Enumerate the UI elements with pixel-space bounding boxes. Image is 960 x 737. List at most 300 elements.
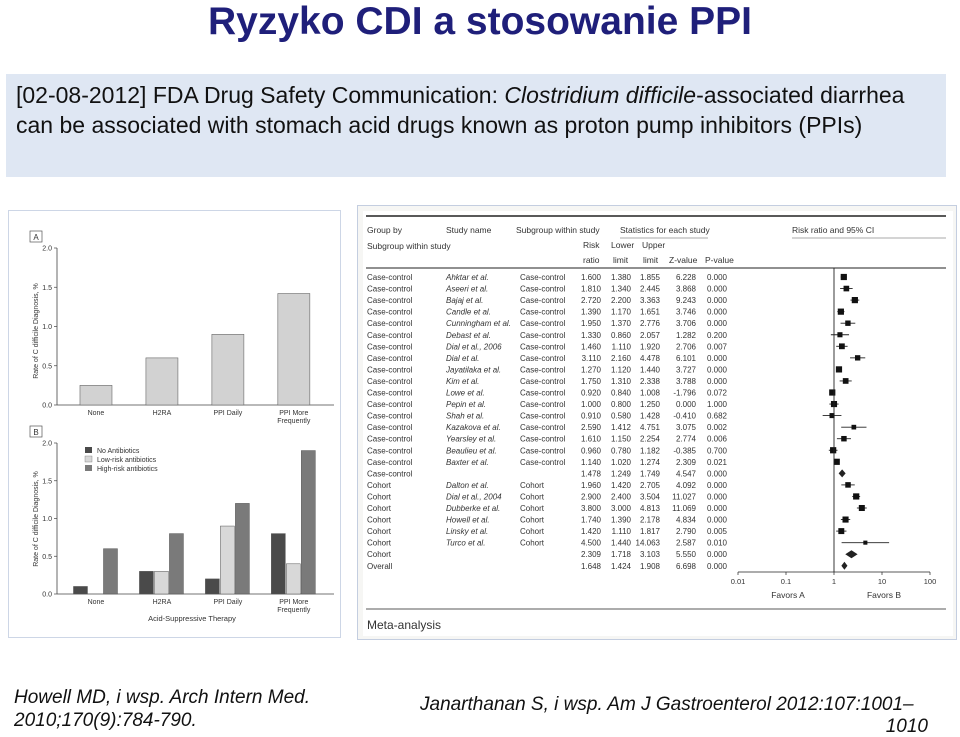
forest-p: 0.007 [706,342,727,352]
fda-notice-text [16,80,936,140]
panel-a-ylabel: Rate of C difficile Diagnosis, % [33,283,40,379]
forest-group: Overall [367,561,393,571]
forest-lo: 3.000 [610,504,631,513]
forest-subgroup: Case-control [520,296,566,306]
forest-subgroup: Case-control [520,411,566,421]
forest-footer: Meta-analysis [367,618,442,632]
forest-point [845,482,851,488]
forest-point [845,321,850,326]
forest-subgroup: Cohort [520,527,545,537]
panel-b-category-label: PPI Daily [213,599,243,606]
forest-tick-label: 0.1 [780,577,792,586]
forest-lo: 1.150 [610,434,631,444]
forest-group: Case-control [367,284,413,294]
forest-lo: 1.718 [610,550,631,560]
forest-favors-b: Favors B [866,590,902,600]
forest-favors-a: Favors A [771,590,805,600]
legend-no-abx: No Antibiotics [97,448,140,455]
forest-plot-figure [357,205,957,640]
forest-rr: 1.420 [580,527,601,537]
forest-subgroup: Cohort [520,480,545,490]
forest-z: 6.101 [675,353,696,363]
legend-swatch-no-abx [85,447,92,453]
forest-hi: 1.908 [639,561,660,571]
forest-hi: 2.338 [639,376,660,386]
forest-study: Baxter et al. [446,457,489,467]
forest-study: Shah et al. [446,411,485,421]
forest-point [834,459,840,465]
forest-hi: 3.103 [639,550,660,560]
forest-lo: 1.390 [610,515,631,525]
forest-study: Dubberke et al. [446,504,501,513]
forest-tick-label: 0.01 [730,577,746,586]
bar-chart-figure [8,210,341,638]
forest-p: 0.000 [706,469,727,479]
forest-p: 0.000 [706,284,727,294]
forest-rr: 1.960 [580,480,601,490]
panel-b-ytick-label: 0.0 [42,591,52,599]
forest-rr: 2.309 [580,550,601,560]
forest-study: Linsky et al. [446,527,489,537]
forest-p: 0.682 [706,411,727,421]
forest-subgroup: Case-control [520,284,566,294]
forest-z: 3.706 [675,319,696,329]
forest-rr: 1.610 [580,434,601,444]
citation-right [420,694,928,737]
forest-hi: 2.254 [639,434,660,444]
panel-a-ytick-label: 2.0 [42,245,52,253]
forest-p: 0.200 [706,330,727,340]
forest-z: 11.069 [672,504,696,513]
panel-a-category-label: PPI Daily [213,410,243,417]
panel-a-bar [80,385,112,405]
forest-p: 0.072 [706,388,727,398]
forest-group: Case-control [367,434,413,444]
forest-rr: 2.720 [580,296,601,306]
forest-rr: 1.270 [580,365,601,375]
forest-group: Case-control [367,353,413,363]
panel-b-bar [73,586,87,594]
forest-lo: 1.420 [610,480,631,490]
forest-group: Case-control [367,307,413,317]
forest-group: Cohort [367,492,392,502]
forest-hi: 1.428 [639,411,660,421]
forest-lo: 1.440 [610,538,631,548]
panel-a-category-label: Frequently [277,418,311,425]
hdr-pvalue: P-value [705,255,734,265]
forest-subgroup: Case-control [520,365,566,375]
forest-study: Beaulieu et al. [446,446,497,456]
hdr-lower: Lower [611,240,635,250]
slide-title: Ryzyko CDI a stosowanie PPI [207,0,752,43]
forest-rr: 1.750 [580,376,601,386]
forest-rr: 1.950 [580,319,601,329]
forest-tick-label: 100 [923,577,937,586]
forest-lo: 2.160 [610,353,631,363]
forest-point [851,425,856,430]
forest-p: 1.000 [706,400,727,410]
forest-subgroup: Case-control [520,273,566,282]
forest-group: Case-control [367,388,413,398]
forest-subgroup: Cohort [520,504,545,513]
forest-z: 2.790 [675,527,696,537]
forest-hi: 1.651 [639,307,660,317]
forest-point [859,505,865,511]
forest-study: Lowe et al. [446,388,485,398]
forest-hi: 1.440 [639,365,660,375]
fda-notice-rest: -associated diarrhea can be associated with stomach acid drugs known as proton pump inhibitors (PPIs) [16,82,905,138]
panel-a-ytick-label: 1.0 [42,324,52,331]
forest-point [853,493,859,499]
forest-study: Cunningham et al. [446,319,511,329]
forest-study: Turco et al. [446,538,486,548]
forest-point [841,436,846,441]
forest-subgroup: Case-control [520,446,566,456]
forest-p: 0.000 [706,480,727,490]
forest-p: 0.000 [706,353,727,363]
panel-a-category-label: None [87,410,105,417]
forest-group: Case-control [367,273,413,282]
panel-b-category-label: None [87,599,105,606]
forest-lo: 1.380 [610,273,631,282]
forest-z: 11.027 [672,492,696,502]
forest-rr: 1.460 [580,342,601,352]
forest-z: 2.774 [675,434,696,444]
forest-study: Kim et al. [446,376,480,386]
forest-rr: 0.920 [580,388,601,398]
forest-point [844,286,850,292]
forest-hi: 2.178 [639,515,660,525]
forest-z: -1.796 [673,388,696,398]
forest-hi: 1.817 [639,527,660,537]
forest-group: Cohort [367,550,392,560]
hdr-risk: Risk [583,240,600,250]
forest-p: 0.010 [706,538,727,548]
forest-p: 0.000 [706,504,727,513]
hdr-ratio: ratio [583,255,600,265]
citation-right-main: Janarthanan S, i wsp. Am J Gastroenterol 2012:107:1001– [420,694,914,715]
forest-lo: 2.400 [610,492,631,502]
forest-p: 0.021 [706,457,727,467]
panel-b-bar [103,549,117,594]
forest-hi: 3.363 [639,296,660,306]
forest-z: 9.243 [675,296,696,306]
forest-point [839,343,845,349]
forest-study: Debast et al. [446,330,491,340]
forest-hi: 14.063 [635,538,660,548]
hdr-risk-ratio-ci: Risk ratio and 95% CI [792,225,875,235]
panel-a-bar [212,334,244,405]
forest-study: Yearsley et al. [446,434,497,444]
forest-p: 0.000 [706,376,727,386]
forest-lo: 1.020 [610,457,631,467]
forest-subgroup: Case-control [520,319,566,329]
forest-p: 0.000 [706,365,727,375]
legend-swatch-low-abx [85,456,92,462]
hdr-zvalue: Z-value [669,255,698,265]
forest-rr: 1.600 [580,273,601,282]
forest-p: 0.000 [706,515,727,525]
forest-study: Howell et al. [446,515,490,525]
forest-z: 1.282 [675,330,696,340]
forest-subgroup: Case-control [520,353,566,363]
forest-lo: 1.249 [610,469,631,479]
forest-subgroup: Case-control [520,423,566,433]
forest-study: Bajaj et al. [446,296,484,306]
forest-p: 0.000 [706,319,727,329]
forest-group: Cohort [367,538,392,548]
hdr-limit-hi: limit [643,255,659,265]
citation-left: Howell MD, i wsp. Arch Intern Med. 2010;170(9):784-790. [14,687,310,731]
forest-point [838,528,844,534]
forest-group: Case-control [367,446,413,456]
hdr-study-name: Study name [446,225,492,235]
forest-hi: 4.478 [639,353,660,363]
panel-b-category-label: H2RA [152,599,172,606]
forest-subgroup: Case-control [520,388,566,398]
forest-subgroup: Cohort [520,492,545,502]
forest-z: 4.547 [675,469,696,479]
forest-subgroup: Case-control [520,400,566,410]
forest-point [830,447,836,453]
forest-subgroup: Case-control [520,376,566,386]
forest-rr: 2.900 [580,492,601,502]
forest-hi: 1.855 [639,273,660,282]
forest-point [836,366,842,372]
forest-point [838,309,844,315]
forest-study: Dial et al., 2006 [446,342,502,352]
forest-hi: 4.813 [639,504,660,513]
hdr-limit-lo: limit [613,255,629,265]
forest-lo: 2.200 [610,296,631,306]
panel-b-ytick-label: 0.5 [42,553,52,561]
forest-lo: 0.780 [610,446,631,456]
legend-high-abx: High-risk antibiotics [97,466,158,473]
panel-a-ytick-label: 0.5 [42,363,52,371]
forest-z: 0.000 [675,400,696,410]
forest-group: Case-control [367,319,413,329]
forest-hi: 2.445 [639,284,660,294]
forest-lo: 0.580 [610,411,631,421]
hdr-group-by: Group by [367,225,402,235]
forest-z: 4.834 [675,515,696,525]
forest-hi: 1.274 [639,457,660,467]
forest-rr: 2.590 [580,423,601,433]
forest-group: Case-control [367,365,413,375]
forest-group: Case-control [367,296,413,306]
panel-b-category-label: Frequently [277,607,311,614]
forest-z: -0.410 [673,411,696,421]
panel-b-legend [85,447,158,473]
fda-notice-prefix: [02-08-2012] FDA Drug Safety Communication: [16,82,505,108]
panel-b-label: B [33,428,39,437]
forest-study: Dial et al. [446,353,480,363]
forest-lo: 0.860 [610,330,631,340]
forest-rr: 1.000 [580,400,601,410]
hdr-statistics: Statistics for each study [620,225,710,235]
panel-b-ylabel: Rate of C difficile Diagnosis, % [33,471,40,567]
panel-a-ytick-label: 1.5 [42,284,52,292]
forest-hi: 4.751 [639,423,660,433]
forest-rr: 1.740 [580,515,601,525]
forest-lo: 1.110 [611,527,631,537]
panel-b-bar [286,564,300,594]
panel-a-label: A [33,233,39,242]
forest-p: 0.700 [706,446,727,456]
forest-lo: 1.120 [610,365,631,375]
citation-right-end: 1010 [885,716,928,737]
forest-lo: 1.340 [610,284,631,294]
panel-b-ytick-label: 1.0 [42,516,52,523]
forest-z: 3.788 [675,376,696,386]
forest-point [837,332,842,337]
forest-group: Cohort [367,504,392,513]
forest-hi: 3.504 [639,492,660,502]
forest-hi: 2.705 [639,480,660,490]
forest-z: 4.092 [675,480,696,490]
forest-study: Kazakova et al. [446,423,501,433]
forest-rr: 0.910 [580,411,601,421]
forest-hi: 1.920 [639,342,660,352]
forest-rr: 4.500 [580,538,601,548]
forest-p: 0.000 [706,307,727,317]
fda-notice-box [6,74,946,177]
forest-group: Case-control [367,330,413,340]
forest-p: 0.000 [706,273,727,282]
forest-p: 0.000 [706,561,727,571]
forest-subgroup: Case-control [520,434,566,444]
forest-rr: 3.800 [580,504,601,513]
forest-hi: 2.057 [639,330,660,340]
fda-notice-organism: Clostridium difficile [504,82,697,108]
forest-hi: 1.008 [639,388,660,398]
forest-study: Jayatilaka et al. [446,365,502,375]
forest-study: Candle et al. [446,307,491,317]
legend-swatch-high-abx [85,465,92,471]
forest-subgroup: Case-control [520,330,566,340]
hdr-upper: Upper [642,240,666,250]
forest-rr: 1.330 [580,330,601,340]
forest-hi: 1.749 [639,469,660,479]
forest-tick-label: 10 [877,577,887,586]
forest-subgroup: Cohort [520,515,545,525]
forest-study: Dial et al., 2004 [446,492,502,502]
forest-rr: 1.140 [580,457,601,467]
bar-chart-svg [9,211,342,639]
forest-lo: 1.424 [610,561,631,571]
forest-rr: 1.390 [580,307,601,317]
hdr-subgroup-left: Subgroup within study [367,241,451,251]
forest-group: Case-control [367,411,413,421]
panel-b-bar [235,503,249,594]
panel-a-ytick-label: 0.0 [42,402,52,410]
forest-hi: 2.776 [639,319,660,329]
forest-p: 0.006 [706,434,727,444]
forest-subgroup: Case-control [520,342,566,352]
forest-p: 0.000 [706,550,727,560]
forest-point [843,378,849,384]
panel-b-bar [271,534,285,594]
forest-group: Case-control [367,469,413,479]
panel-b-bar [139,571,153,594]
forest-rr: 1.648 [580,561,601,571]
panel-b-ytick-label: 2.0 [42,440,52,448]
forest-subgroup: Case-control [520,457,566,467]
forest-group: Case-control [367,342,413,352]
forest-group: Case-control [367,423,413,433]
forest-p: 0.000 [706,296,727,306]
panel-a-bar [278,294,310,405]
forest-p: 0.005 [706,527,727,537]
forest-z: 3.727 [675,365,696,375]
forest-p: 0.000 [706,492,727,502]
panel-b-ytick-label: 1.5 [42,478,52,486]
panel-b-bar [154,571,168,594]
legend-low-abx: Low-risk antibiotics [97,457,157,464]
forest-z: 5.550 [675,550,696,560]
forest-z: 2.309 [675,457,696,467]
forest-lo: 1.310 [610,376,631,386]
panel-b-bar [205,579,219,594]
forest-rr: 3.110 [581,353,601,363]
forest-z: 6.698 [675,561,696,571]
forest-z: 3.868 [675,284,696,294]
forest-point [863,541,867,545]
forest-lo: 0.840 [610,388,631,398]
forest-tick-label: 1 [831,577,837,586]
forest-lo: 1.370 [610,319,631,329]
forest-group: Cohort [367,480,392,490]
forest-z: 2.706 [675,342,696,352]
forest-study: Ahktar et al. [446,273,489,282]
panel-b-category-label: PPI More [279,599,309,606]
forest-p: 0.002 [706,423,727,433]
forest-group: Case-control [367,400,413,410]
hdr-subgroup: Subgroup within study [516,225,600,235]
forest-point [842,517,848,523]
forest-hi: 1.182 [639,446,660,456]
forest-z: 6.228 [675,273,696,282]
forest-rr: 1.810 [580,284,601,294]
forest-subgroup: Case-control [520,307,566,317]
forest-plot-svg [358,206,958,641]
forest-group: Case-control [367,376,413,386]
forest-point [841,274,847,280]
forest-lo: 1.170 [610,307,631,317]
forest-point [855,355,860,360]
forest-subgroup: Cohort [520,538,545,548]
panel-a-category-label: H2RA [152,410,172,417]
forest-group: Case-control [367,457,413,467]
panel-b-bar [301,451,315,594]
panel-b-bar [169,534,183,594]
forest-study: Pepin et al. [446,400,487,410]
forest-group: Cohort [367,527,392,537]
forest-rr: 1.478 [580,469,601,479]
forest-lo: 1.412 [610,423,631,433]
forest-hi: 1.250 [639,400,660,410]
forest-z: 2.587 [675,538,696,548]
forest-z: 3.075 [675,423,696,433]
forest-z: -0.385 [673,446,696,456]
panel-a-category-label: PPI More [279,410,309,417]
forest-study: Dalton et al. [446,480,489,490]
panel-b-xlabel: Acid-Suppressive Therapy [148,614,236,623]
forest-z: 3.746 [675,307,696,317]
forest-group: Cohort [367,515,392,525]
forest-lo: 1.110 [611,342,631,352]
forest-study: Aseeri et al. [446,284,489,294]
